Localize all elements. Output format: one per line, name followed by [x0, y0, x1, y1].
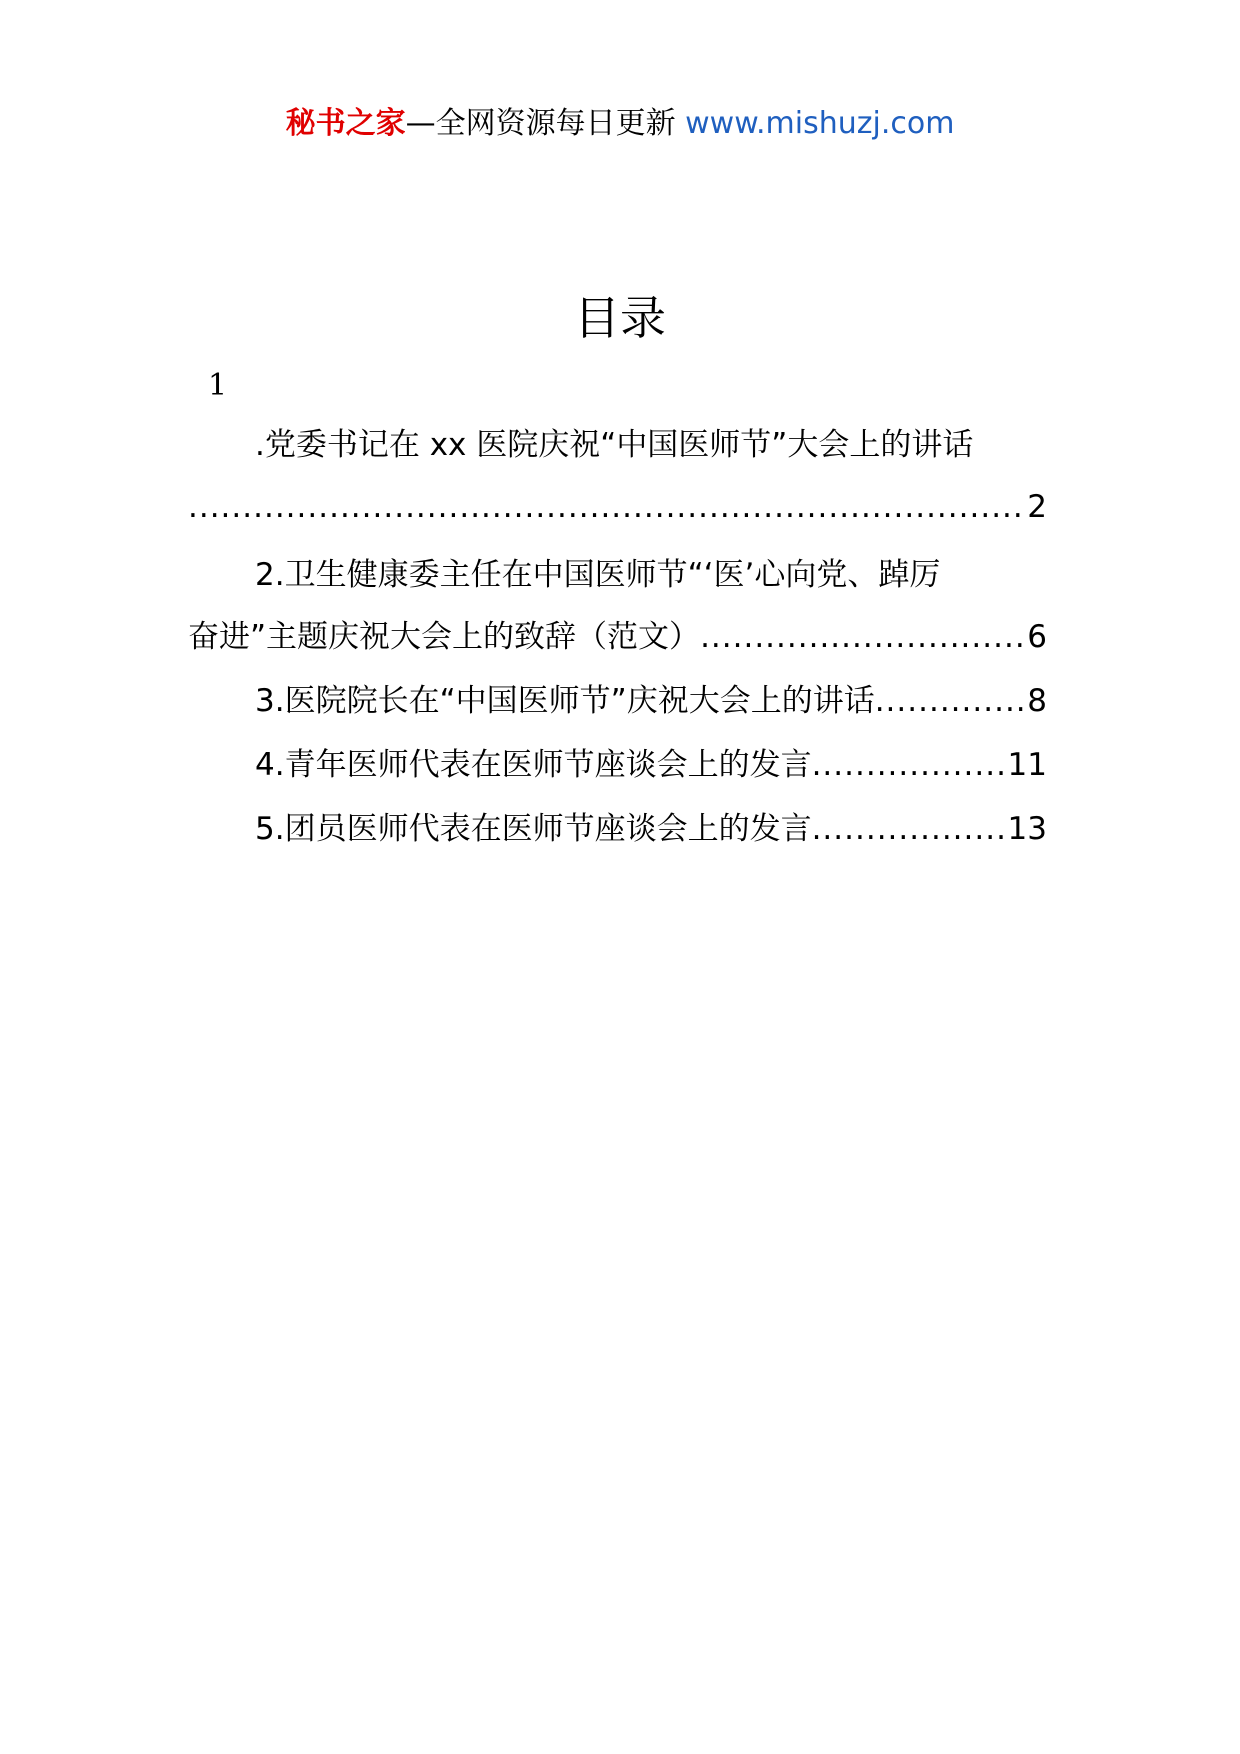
page-title: 目录 [574, 291, 666, 345]
toc-item-title: 4.青年医师代表在医师节座谈会上的发言 [255, 747, 812, 783]
toc-item-4[interactable] [255, 742, 1047, 788]
list-number: 1 [208, 368, 228, 403]
toc-page-number: 8 [1027, 683, 1047, 719]
toc-item-5[interactable] [255, 806, 1047, 852]
toc-item-1-leader-line[interactable] [188, 484, 1047, 530]
toc-item-title: 5.团员医师代表在医师节座谈会上的发言 [255, 811, 812, 847]
toc-item-2-title-cont: 奋进”主题庆祝大会上的致辞（范文） [188, 619, 701, 655]
site-brand: 秘书之家 [285, 106, 406, 141]
dot-leader [700, 614, 1027, 660]
site-tagline: —全网资源每日更新 [405, 106, 676, 141]
dot-leader [875, 678, 1028, 724]
toc-item-title: 3.医院院长在“中国医师节”庆祝大会上的讲话 [255, 683, 875, 719]
toc-page-number: 11 [1007, 747, 1047, 783]
toc-item-3[interactable] [255, 678, 1047, 724]
dot-leader [812, 806, 1008, 852]
toc-item-2-leader-line[interactable] [188, 614, 1047, 660]
dot-leader [812, 742, 1008, 788]
toc-item-2-title[interactable]: 2.卫生健康委主任在中国医师节“‘医’心向党、踔厉 [255, 557, 941, 593]
toc-page-number: 6 [1027, 619, 1047, 655]
site-header [0, 100, 1240, 148]
site-url-link[interactable]: www.mishuzj.com [685, 106, 955, 141]
toc-item-1-title[interactable]: .党委书记在 xx 医院庆祝“中国医师节”大会上的讲话 [255, 427, 974, 463]
dot-leader [188, 484, 1027, 530]
toc-page-number: 13 [1007, 811, 1047, 847]
toc-page-number: 2 [1027, 489, 1047, 525]
